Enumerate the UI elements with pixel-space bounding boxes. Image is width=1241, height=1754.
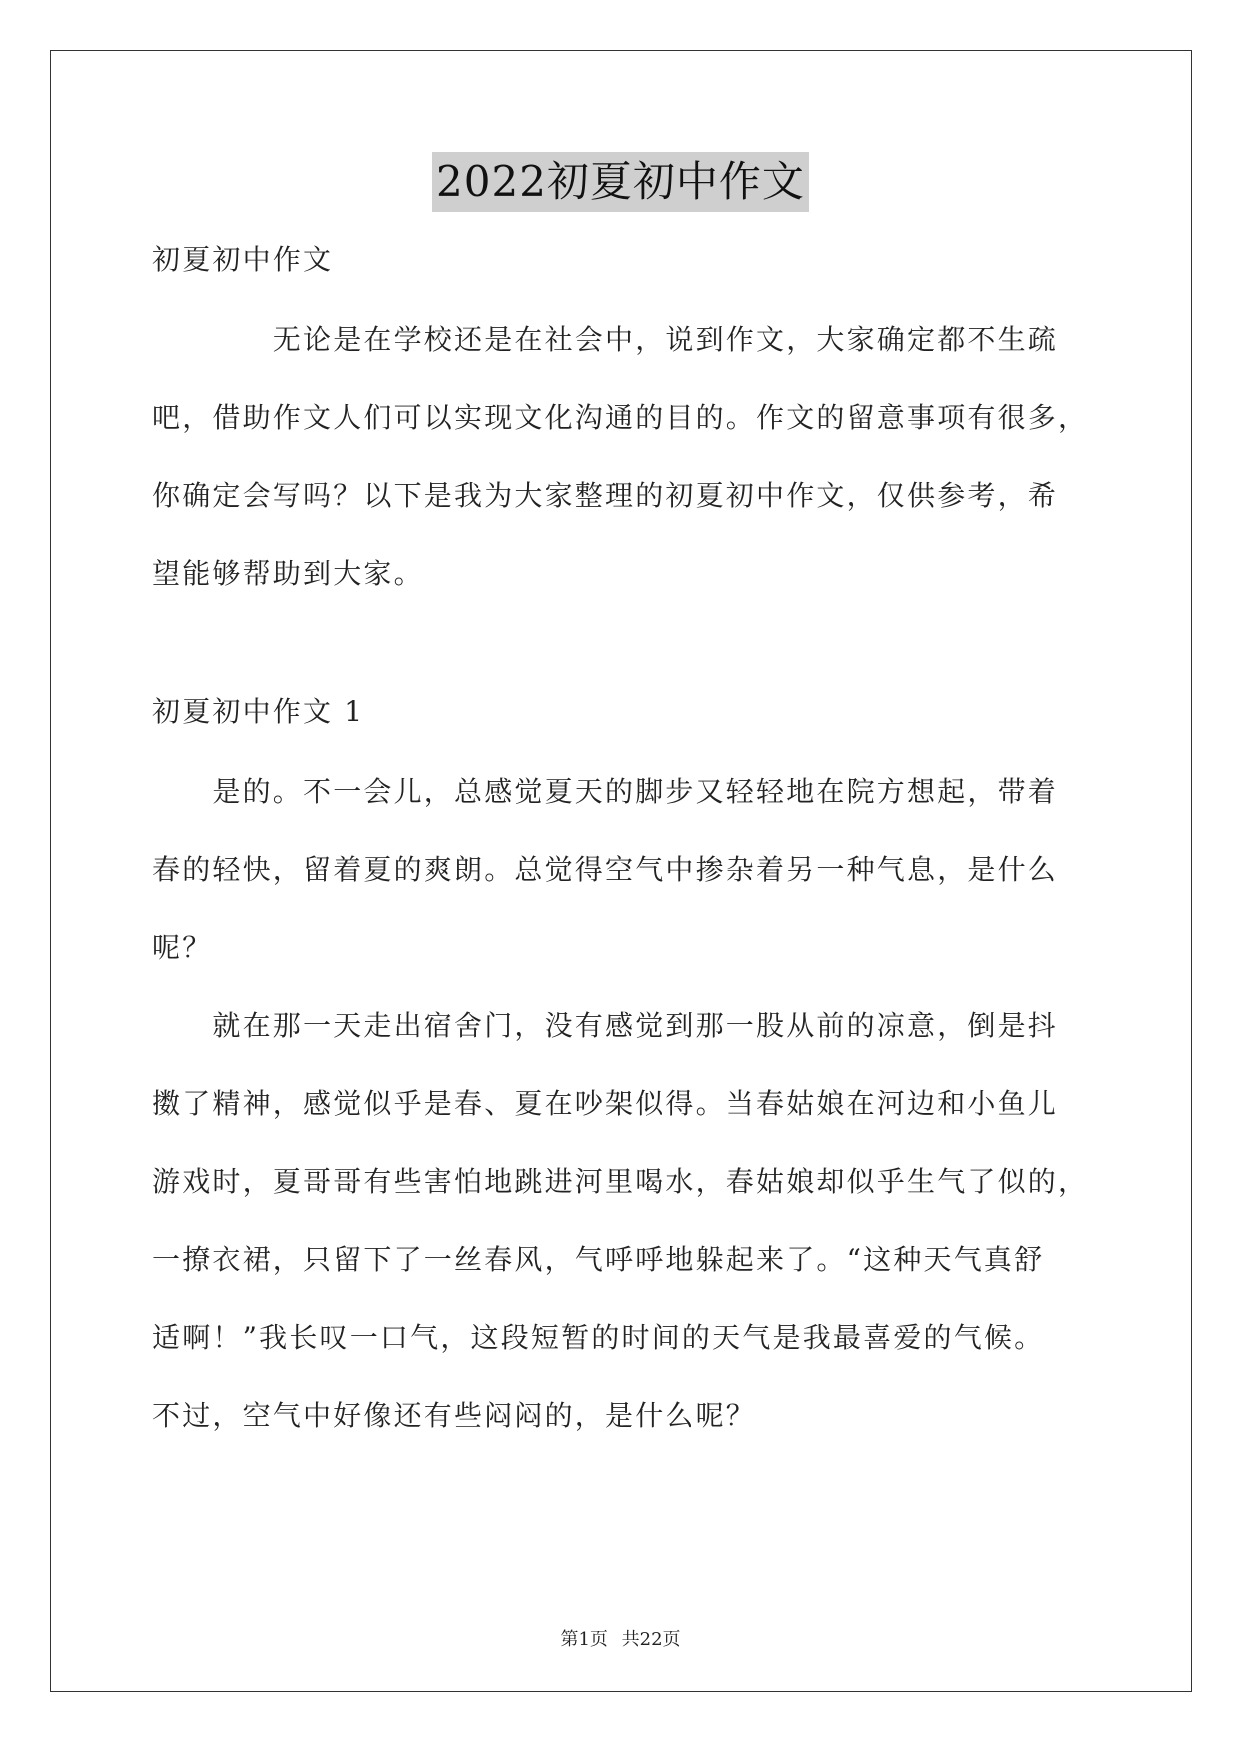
- text-line: 是的。不一会儿，总感觉夏天的脚步又轻轻地在院方想起，带着: [152, 775, 1059, 808]
- text-line: 吧，借助作文人们可以实现文化沟通的目的。作文的留意事项有很多，: [152, 401, 1089, 434]
- text-line: 擞了精神，感觉似乎是春、夏在吵架似得。当春姑娘在河边和小鱼儿: [152, 1087, 1059, 1120]
- text-line: 一撩衣裙，只留下了一丝春风，气呼呼地躲起来了。“这种天气真舒: [152, 1243, 1045, 1276]
- text-line: 就在那一天走出宿舍门，没有感觉到那一股从前的凉意，倒是抖: [152, 1009, 1059, 1042]
- page-total: 共22页: [621, 1629, 681, 1650]
- text-line: 游戏时，夏哥哥有些害怕地跳进河里喝水，春姑娘却似乎生气了似的，: [152, 1165, 1089, 1198]
- page-number: 第1页: [560, 1629, 608, 1650]
- text-line: 春的轻快，留着夏的爽朗。总觉得空气中掺杂着另一种气息，是什么: [152, 853, 1059, 886]
- title-container: [0, 152, 1241, 212]
- text-line: 呢？: [152, 931, 213, 964]
- text-line: 你确定会写吗？以下是我为大家整理的初夏初中作文，仅供参考，希: [152, 479, 1059, 512]
- page-footer: [0, 1628, 1241, 1652]
- document-title: 2022初夏初中作文: [432, 152, 809, 212]
- text-line: 不过，空气中好像还有些闷闷的，是什么呢？: [152, 1399, 757, 1432]
- text-line: 无论是在学校还是在社会中，说到作文，大家确定都不生疏: [152, 323, 1059, 356]
- text-line: 适啊！”我长叹一口气，这段短暂的时间的天气是我最喜爱的气候。: [152, 1321, 1045, 1354]
- text-line: 望能够帮助到大家。: [152, 557, 424, 590]
- section-heading: 初夏初中作文: [152, 243, 334, 276]
- section-heading: 初夏初中作文 1: [152, 695, 365, 728]
